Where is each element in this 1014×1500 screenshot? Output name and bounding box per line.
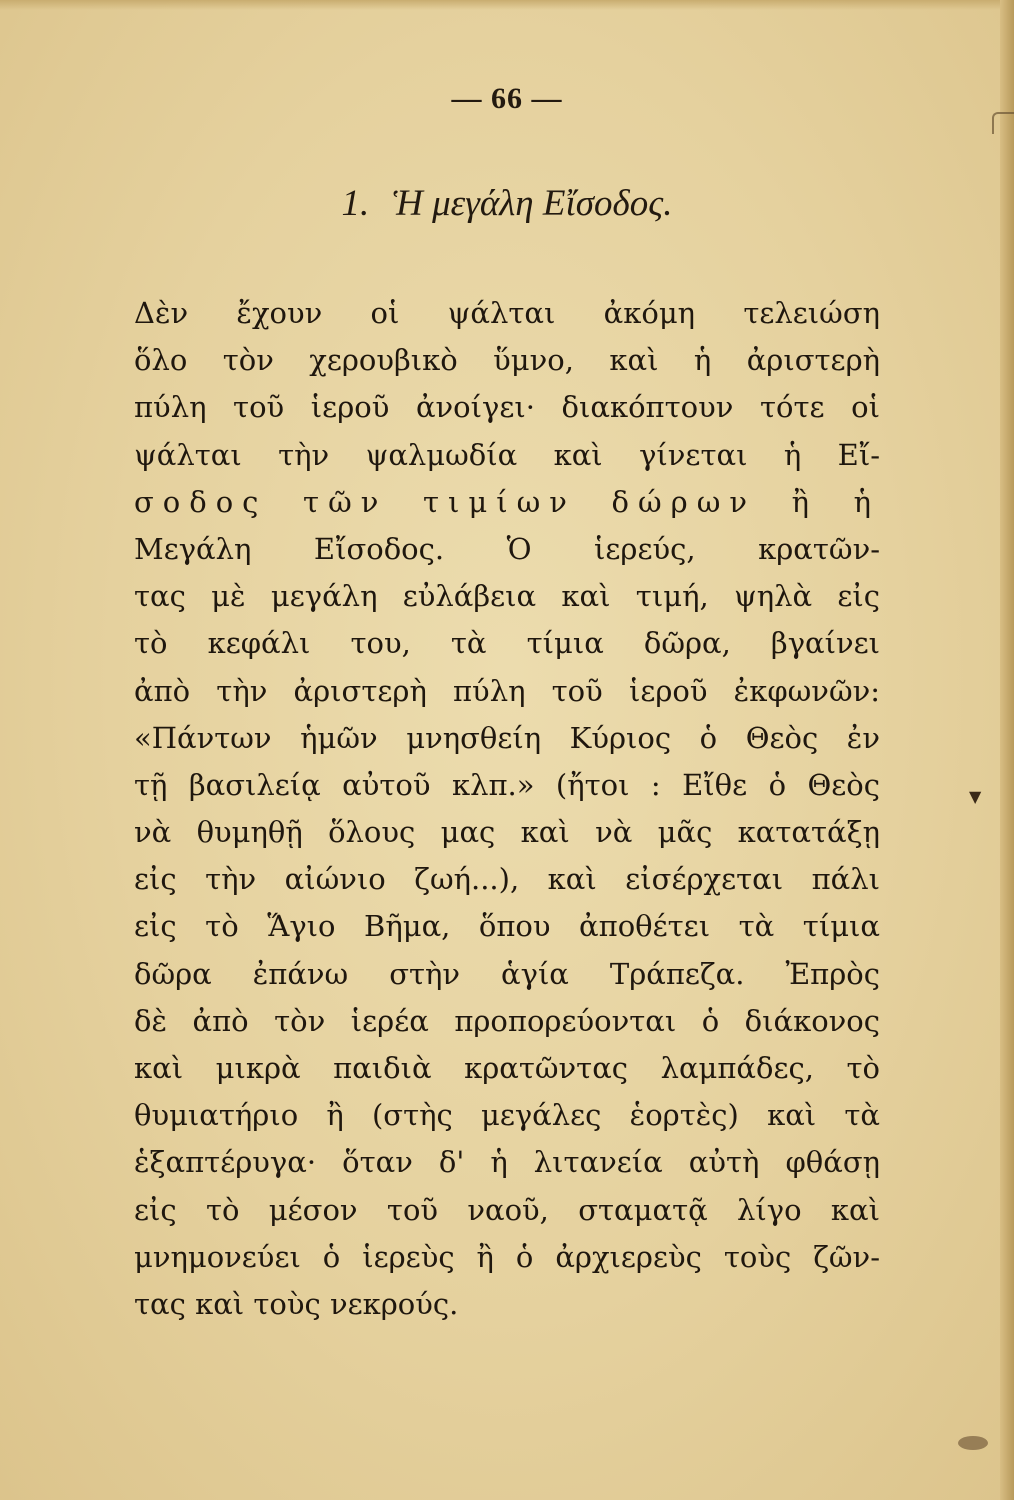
text-line: εἰς τὸ Ἅγιο Βῆμα, ὅπου ἀποθέτει τὰ τίμια	[134, 909, 880, 944]
text-line: «Πάντων ἡμῶν μνησθείη Κύριος ὁ Θεὸς ἐν	[134, 720, 880, 755]
page-number: — 66 —	[451, 82, 563, 115]
ink-stain	[958, 1436, 988, 1450]
text-line: τας μὲ μεγάλη εὐλάβεια καὶ τιμή, ψηλὰ εἰς	[134, 579, 880, 614]
text-line: Μεγάλη Εἴσοδος. Ὁ ἱερεύς, κρατῶν-	[134, 531, 880, 566]
body-paragraph	[134, 290, 880, 1328]
text-line: μνημονεύει ὁ ἱερεὺς ἢ ὁ ἀρχιερεὺς τοὺς ζῶν-	[134, 1239, 880, 1274]
text-line: ἀπὸ τὴν ἀριστερὴ πύλη τοῦ ἱεροῦ ἐκφωνῶν:	[134, 673, 880, 708]
margin-mark: ▼	[969, 787, 982, 806]
page-top-shadow	[0, 0, 1014, 10]
text-line: καὶ μικρὰ παιδιὰ κρατῶντας λαμπάδες, τὸ	[134, 1051, 880, 1085]
section-heading	[0, 182, 1014, 225]
text-line: τας καὶ τοὺς νεκρούς.	[134, 1286, 459, 1321]
text-line: ἑξαπτέρυγα· ὅταν δ' ἡ λιτανεία αὐτὴ φθάσῃ	[134, 1145, 880, 1180]
text-line: εἰς τὴν αἰώνιο ζωή...), καὶ εἰσέρχεται πάλι	[134, 862, 880, 897]
text-line: ὅλο τὸν χερουβικὸ ὕμνο, καὶ ἡ ἀριστερὴ	[134, 343, 880, 378]
text-line: σοδος τῶν τιμίων δώρων ἢ ἡ	[134, 484, 880, 519]
text-line: δῶρα ἐπάνω στὴν ἁγία Τράπεζα. Ἐπρὸς	[134, 956, 880, 991]
section-title: Ἡ μεγάλη Εἴσοδος.	[392, 183, 673, 224]
section-number: 1.	[341, 183, 370, 224]
text-line: ψάλται τὴν ψαλμωδία καὶ γίνεται ἡ Εἴ-	[134, 437, 880, 472]
text-line: θυμιατήριο ἢ (στὴς μεγάλες ἑορτὲς) καὶ τὰ	[134, 1098, 880, 1133]
text-line: εἰς τὸ μέσον τοῦ ναοῦ, σταματᾷ λίγο καὶ	[134, 1192, 880, 1227]
text-line: Δὲν ἔχουν οἱ ψάλται ἀκόμη τελειώση	[134, 296, 880, 330]
text-line: νὰ θυμηθῇ ὅλους μας καὶ νὰ μᾶς κατατάξῃ	[134, 815, 880, 850]
text-line: τὸ κεφάλι του, τὰ τίμια δῶρα, βγαίνει	[134, 626, 880, 661]
text-line: πύλη τοῦ ἱεροῦ ἀνοίγει· διακόπτουν τότε οἱ	[134, 390, 880, 425]
text-line: δὲ ἀπὸ τὸν ἱερέα προπορεύονται ὁ διάκονος	[134, 1003, 880, 1038]
text-line: τῇ βασιλείᾳ αὐτοῦ κλπ.» (ἤτοι : Εἴθε ὁ Θεὸς	[134, 767, 880, 802]
page-binding-edge	[1000, 0, 1014, 1500]
